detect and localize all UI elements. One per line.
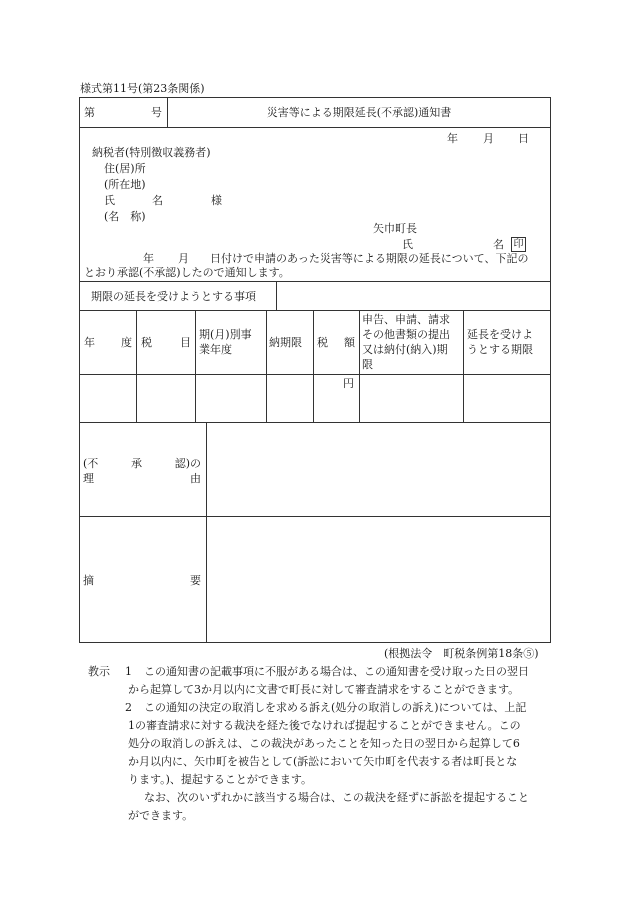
instruction-2-number: 2: [125, 701, 132, 714]
issuer-name-shi: 氏: [402, 238, 413, 251]
col-year-header-a: 年: [84, 336, 95, 349]
col-tax-header-a: 税: [141, 336, 152, 349]
instruction-2-line-2: 1の審査請求に対する裁決を経た後でなければ提起することができません。この: [128, 719, 521, 732]
address-label: 住(居)所: [104, 162, 146, 175]
instruction-1-line-2: から起算して3か月以内に文書で町長に対して審査請求をすることができます。: [128, 683, 520, 696]
form-frame: [79, 97, 551, 643]
recipient-name-sub: (名 称): [104, 210, 146, 223]
instruction-2-line-1: この通知の決定の取消しを求める訴え(処分の取消しの訴え)については、上記: [144, 701, 527, 714]
col-year-header-b: 度: [121, 336, 132, 349]
instruction-2-line-3: 処分の取消しの訴えは、この裁決があったことを知った日の翌日から起算して6: [128, 737, 520, 750]
recipient-sama: 様: [211, 194, 222, 207]
instruction-3-line-1: なお、次のいずれかに該当する場合は、この裁決を経ずに訴訟を提起すること: [144, 791, 529, 804]
table-row-divider: [79, 422, 551, 423]
reason-label-l1-c: 認)の: [174, 457, 201, 470]
body-line-1: 日付けで申請のあった災害等による期限の延長について、下記の: [210, 252, 529, 265]
instruction-1: [88, 663, 558, 681]
body-year: 年: [143, 252, 154, 265]
instruction-1-line-1: この通知書の記載事項に不服がある場合は、この通知書を受け取った日の翌日: [144, 665, 529, 678]
table-vline-5: [359, 310, 360, 422]
summary-label-b: 要: [190, 574, 201, 587]
instruction-2-line-4: か月以内に、矢巾町を被告として(訴訟において矢巾町を代表する者は町長とな: [128, 755, 518, 768]
reason-label-l1-a: (不: [83, 457, 99, 470]
reason-label-l1-b: 承: [131, 457, 142, 470]
reason-divider: [79, 516, 551, 517]
reason-label: [83, 456, 201, 486]
instruction-1-number: 1: [125, 665, 132, 678]
number-go: 号: [151, 106, 162, 119]
reason-label-l1: [83, 456, 201, 471]
table-header-divider: [79, 374, 551, 375]
col-declaration-header-l2: その他書類の提出: [362, 328, 450, 341]
col-extension-header: [467, 327, 533, 357]
col-amount-header-a: 税: [317, 336, 328, 349]
col-extension-header-l2: うとする期限: [467, 343, 533, 356]
body-month: 月: [178, 252, 189, 265]
subject-divider: [79, 310, 551, 311]
instruction-2-line-5: ります。)、提起することができます。: [128, 773, 313, 786]
header-divider: [79, 127, 551, 128]
date-day: 日: [518, 132, 529, 145]
col-tax-header: [141, 335, 191, 350]
date-month: 月: [483, 132, 494, 145]
table-vline-6: [463, 310, 464, 422]
subject-label: 期限の延長を受けようとする事項: [91, 290, 256, 303]
number-dai: 第: [84, 106, 95, 119]
recipient-name-mei: 名: [152, 194, 163, 207]
col-year-header: [84, 335, 132, 350]
body-divider: [79, 281, 551, 282]
col-period-header-l2: 業年度: [199, 343, 232, 356]
table-vline-2: [195, 310, 196, 422]
instructions-label: 教示: [88, 665, 110, 678]
instructions-block: [88, 663, 558, 825]
col-declaration-header-l4: 限: [362, 358, 373, 371]
document-title: 災害等による期限延長(不承認)通知書: [266, 106, 452, 119]
instruction-2: [88, 699, 558, 717]
col-period-header-l1: 期(月)別事: [199, 328, 252, 341]
instruction-3-line-2: ができます。: [128, 809, 194, 822]
legal-basis: (根拠法令 町税条例第18条⑤): [384, 647, 539, 660]
col-declaration-header: [362, 312, 450, 372]
col-tax-header-b: 目: [180, 336, 191, 349]
table-vline-3: [266, 310, 267, 422]
recipient-name-shi: 氏: [104, 194, 115, 207]
taxpayer-label: 納税者(特別徴収義務者): [92, 146, 211, 159]
col-period-header: [199, 327, 252, 357]
table-vline-4: [313, 310, 314, 422]
col-extension-header-l1: 延長を受けよ: [467, 328, 533, 341]
body-line-2: とおり承認(不承認)したので通知します。: [84, 266, 290, 279]
subject-vline: [276, 281, 277, 310]
col-amount-header: [317, 335, 355, 350]
summary-label-a: 摘: [83, 574, 94, 587]
issuer-title: 矢巾町長: [373, 222, 417, 235]
amount-unit-yen: 円: [343, 377, 354, 390]
col-declaration-header-l1: 申告、申請、請求: [362, 313, 450, 326]
summary-label: [83, 573, 201, 588]
reason-label-l2-a: 理: [83, 472, 94, 485]
issuer-name-mei: 名: [493, 238, 504, 251]
seal-mark: [511, 236, 526, 252]
col-amount-header-b: 額: [344, 336, 355, 349]
col-declaration-header-l3: 又は納付(納入)期: [362, 343, 448, 356]
reason-label-l2: [83, 471, 201, 486]
col-deadline-header: 納期限: [269, 336, 302, 349]
date-year: 年: [447, 132, 458, 145]
form-number-label: 様式第11号(第23条関係): [80, 82, 205, 95]
table-vline-1: [136, 310, 137, 422]
reason-vline: [206, 422, 207, 643]
reason-label-l2-b: 由: [190, 472, 201, 485]
seal-stamp-label: 印: [511, 237, 526, 252]
address-sub-label: (所在地): [104, 178, 146, 191]
